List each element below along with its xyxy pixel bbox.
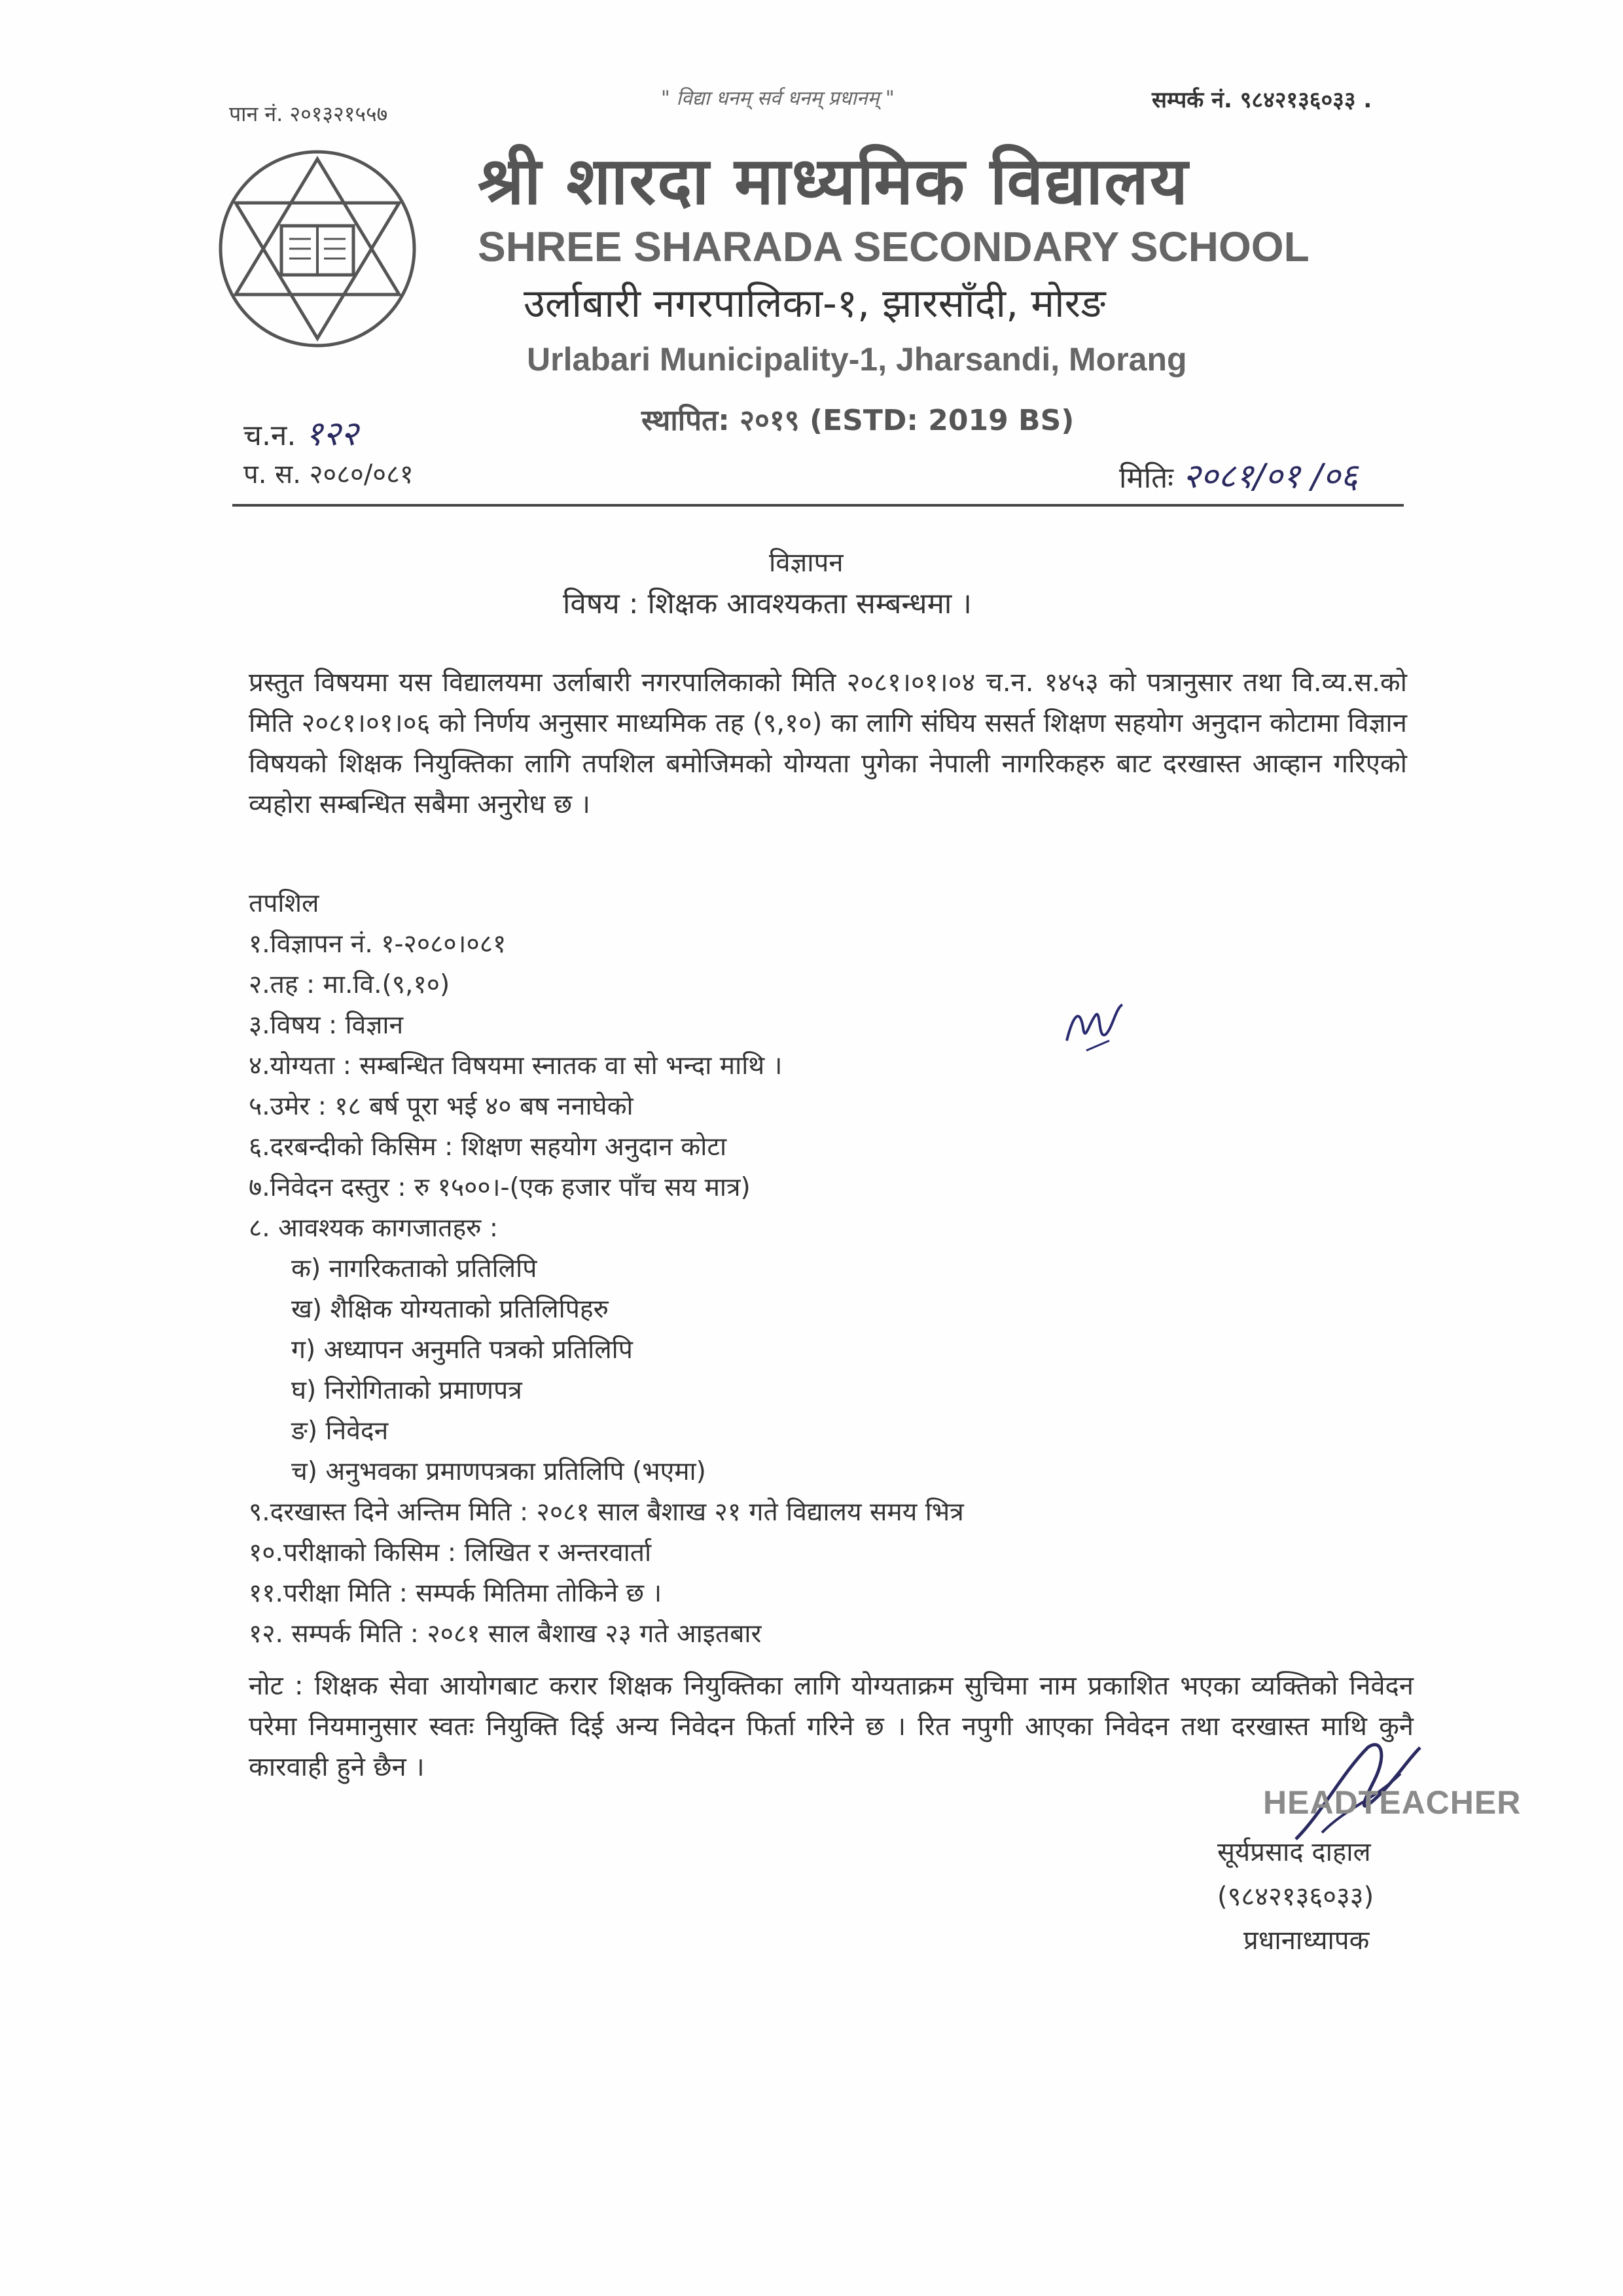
book-star-emblem-icon [216, 147, 419, 350]
signatory-phone: (९८४२१३६०३३) [1217, 1882, 1374, 1912]
school-name-english: SHREE SHARADA SECONDARY SCHOOL [478, 223, 1310, 270]
document-item: ङ) निवेदन [291, 1416, 389, 1446]
pan-number: पान नं. २०१३२१५५७ [229, 101, 388, 126]
notice-subject: विषय : शिक्षक आवश्यकता सम्बन्धमा । [563, 587, 972, 620]
list-item: ६.दरबन्दीको किसिम : शिक्षण सहयोग अनुदान कोटा [249, 1132, 727, 1162]
established-year: स्थापित: २०१९ (ESTD: 2019 BS) [641, 404, 1075, 437]
list-item: ९.दरखास्त दिने अन्तिम मिति : २०८१ साल बैशाख २१ गते विद्यालय समय भित्र [249, 1498, 964, 1527]
dispatch-number-label: च.न. [243, 419, 306, 452]
list-item: ११.परीक्षा मिति : सम्पर्क मितिमा तोकिने छ । [249, 1579, 662, 1608]
list-item: १२. सम्पर्क मिति : २०८१ साल बैशाख २३ गते आइतबार [249, 1619, 762, 1649]
school-motto: " विद्या धनम् सर्व धनम् प्रधानम् " [661, 87, 895, 110]
notice-body: प्रस्तुत विषयमा यस विद्यालयमा उर्लाबारी नगरपालिकाको मिति २०८१।०१।०४ च.न. १४५३ को पत्रानुसार तथा वि.व्य.स.को मिति २०८१।०१।०६ को निर्णय अनुसार माध्यमिक तह (९,१०) का लागि संघिय ससर्त शिक्षण सहयोग अनुदान कोटामा विज्ञान विषयको शिक्षक नियुक्तिका लागि तपशिल बमोजिमको योग्यता पुगेका नेपाली नागरिकहरु बाट दरखास्त आव्हान गरिएको व्यहोरा सम्बन्धित सबैमा अनुरोध छ । [249, 668, 1407, 819]
signatory-name: सूर्यप्रसाद दाहाल [1217, 1837, 1371, 1867]
letter-date-label: मितिः [1119, 461, 1183, 495]
contact-number: सम्पर्क नं. ९८४२१३६०३३ . [1152, 87, 1372, 113]
list-item: १०.परीक्षाको किसिम : लिखित र अन्तरवार्ता [249, 1538, 652, 1568]
document-item: क) नागरिकताको प्रतिलिपि [291, 1254, 537, 1283]
school-name-nepali: श्री शारदा माध्यमिक विद्यालय [478, 143, 1189, 219]
address-nepali: उर्लाबारी नगरपालिका-१, झारसाँदी, मोरङ [524, 281, 1106, 327]
headteacher-stamp: HEADTEACHER [1263, 1784, 1522, 1821]
notice-title: विज्ञापन [769, 548, 844, 578]
document-item: घ) निरोगिताको प्रमाणपत्र [291, 1376, 522, 1405]
dispatch-number-value: १२२ [305, 414, 359, 454]
list-item: १.विज्ञापन नं. १-२०८०।०८१ [249, 929, 507, 959]
letter-serial: प. स. २०८०/०८१ [243, 459, 414, 490]
list-item: २.तह : मा.वि.(९,१०) [249, 970, 450, 999]
dispatch-number [243, 409, 358, 456]
handwritten-initial-icon [1060, 995, 1132, 1060]
address-english: Urlabari Municipality-1, Jharsandi, Morang [527, 341, 1187, 378]
details-heading: तपशिल [249, 889, 319, 918]
header-divider [232, 504, 1404, 507]
document-item: च) अनुभवका प्रमाणपत्रका प्रतिलिपि (भएमा) [291, 1457, 706, 1486]
document-item: ग) अध्यापन अनुमति पत्रको प्रतिलिपि [291, 1335, 633, 1365]
details-list [249, 884, 1427, 1655]
letter-date [1119, 452, 1358, 498]
notice-note: नोट : शिक्षक सेवा आयोगबाट करार शिक्षक नियुक्तिका लागि योग्यताक्रम सुचिमा नाम प्रकाशित भएका व्यक्तिको निवेदन परेमा नियमानुसार स्वतः नियुक्ति दिई अन्य निवेदन फिर्ता गरिने छ । रित नपुगी आएका निवेदन तथा दरखास्त माथि कुनै कारवाही हुने छैन । [249, 1671, 1414, 1782]
signatory-title: प्रधानाध्यापक [1243, 1926, 1370, 1956]
letter-date-value: २०८१/०१ /०६ [1183, 457, 1358, 496]
list-item: ३.विषय : विज्ञान [249, 1011, 404, 1040]
list-item: ८. आवश्यक कागजातहरु : [249, 1213, 499, 1243]
list-item: ५.उमेर : १८ बर्ष पूरा भई ४० बष ननाघेको [249, 1092, 633, 1121]
list-item: ४.योग्यता : सम्बन्धित विषयमा स्नातक वा सो भन्दा माथि । [249, 1051, 783, 1081]
list-item: ७.निवेदन दस्तुर : रु १५००।-(एक हजार पाँच सय मात्र) [249, 1173, 751, 1202]
document-item: ख) शैक्षिक योग्यताको प्रतिलिपिहरु [291, 1295, 609, 1324]
